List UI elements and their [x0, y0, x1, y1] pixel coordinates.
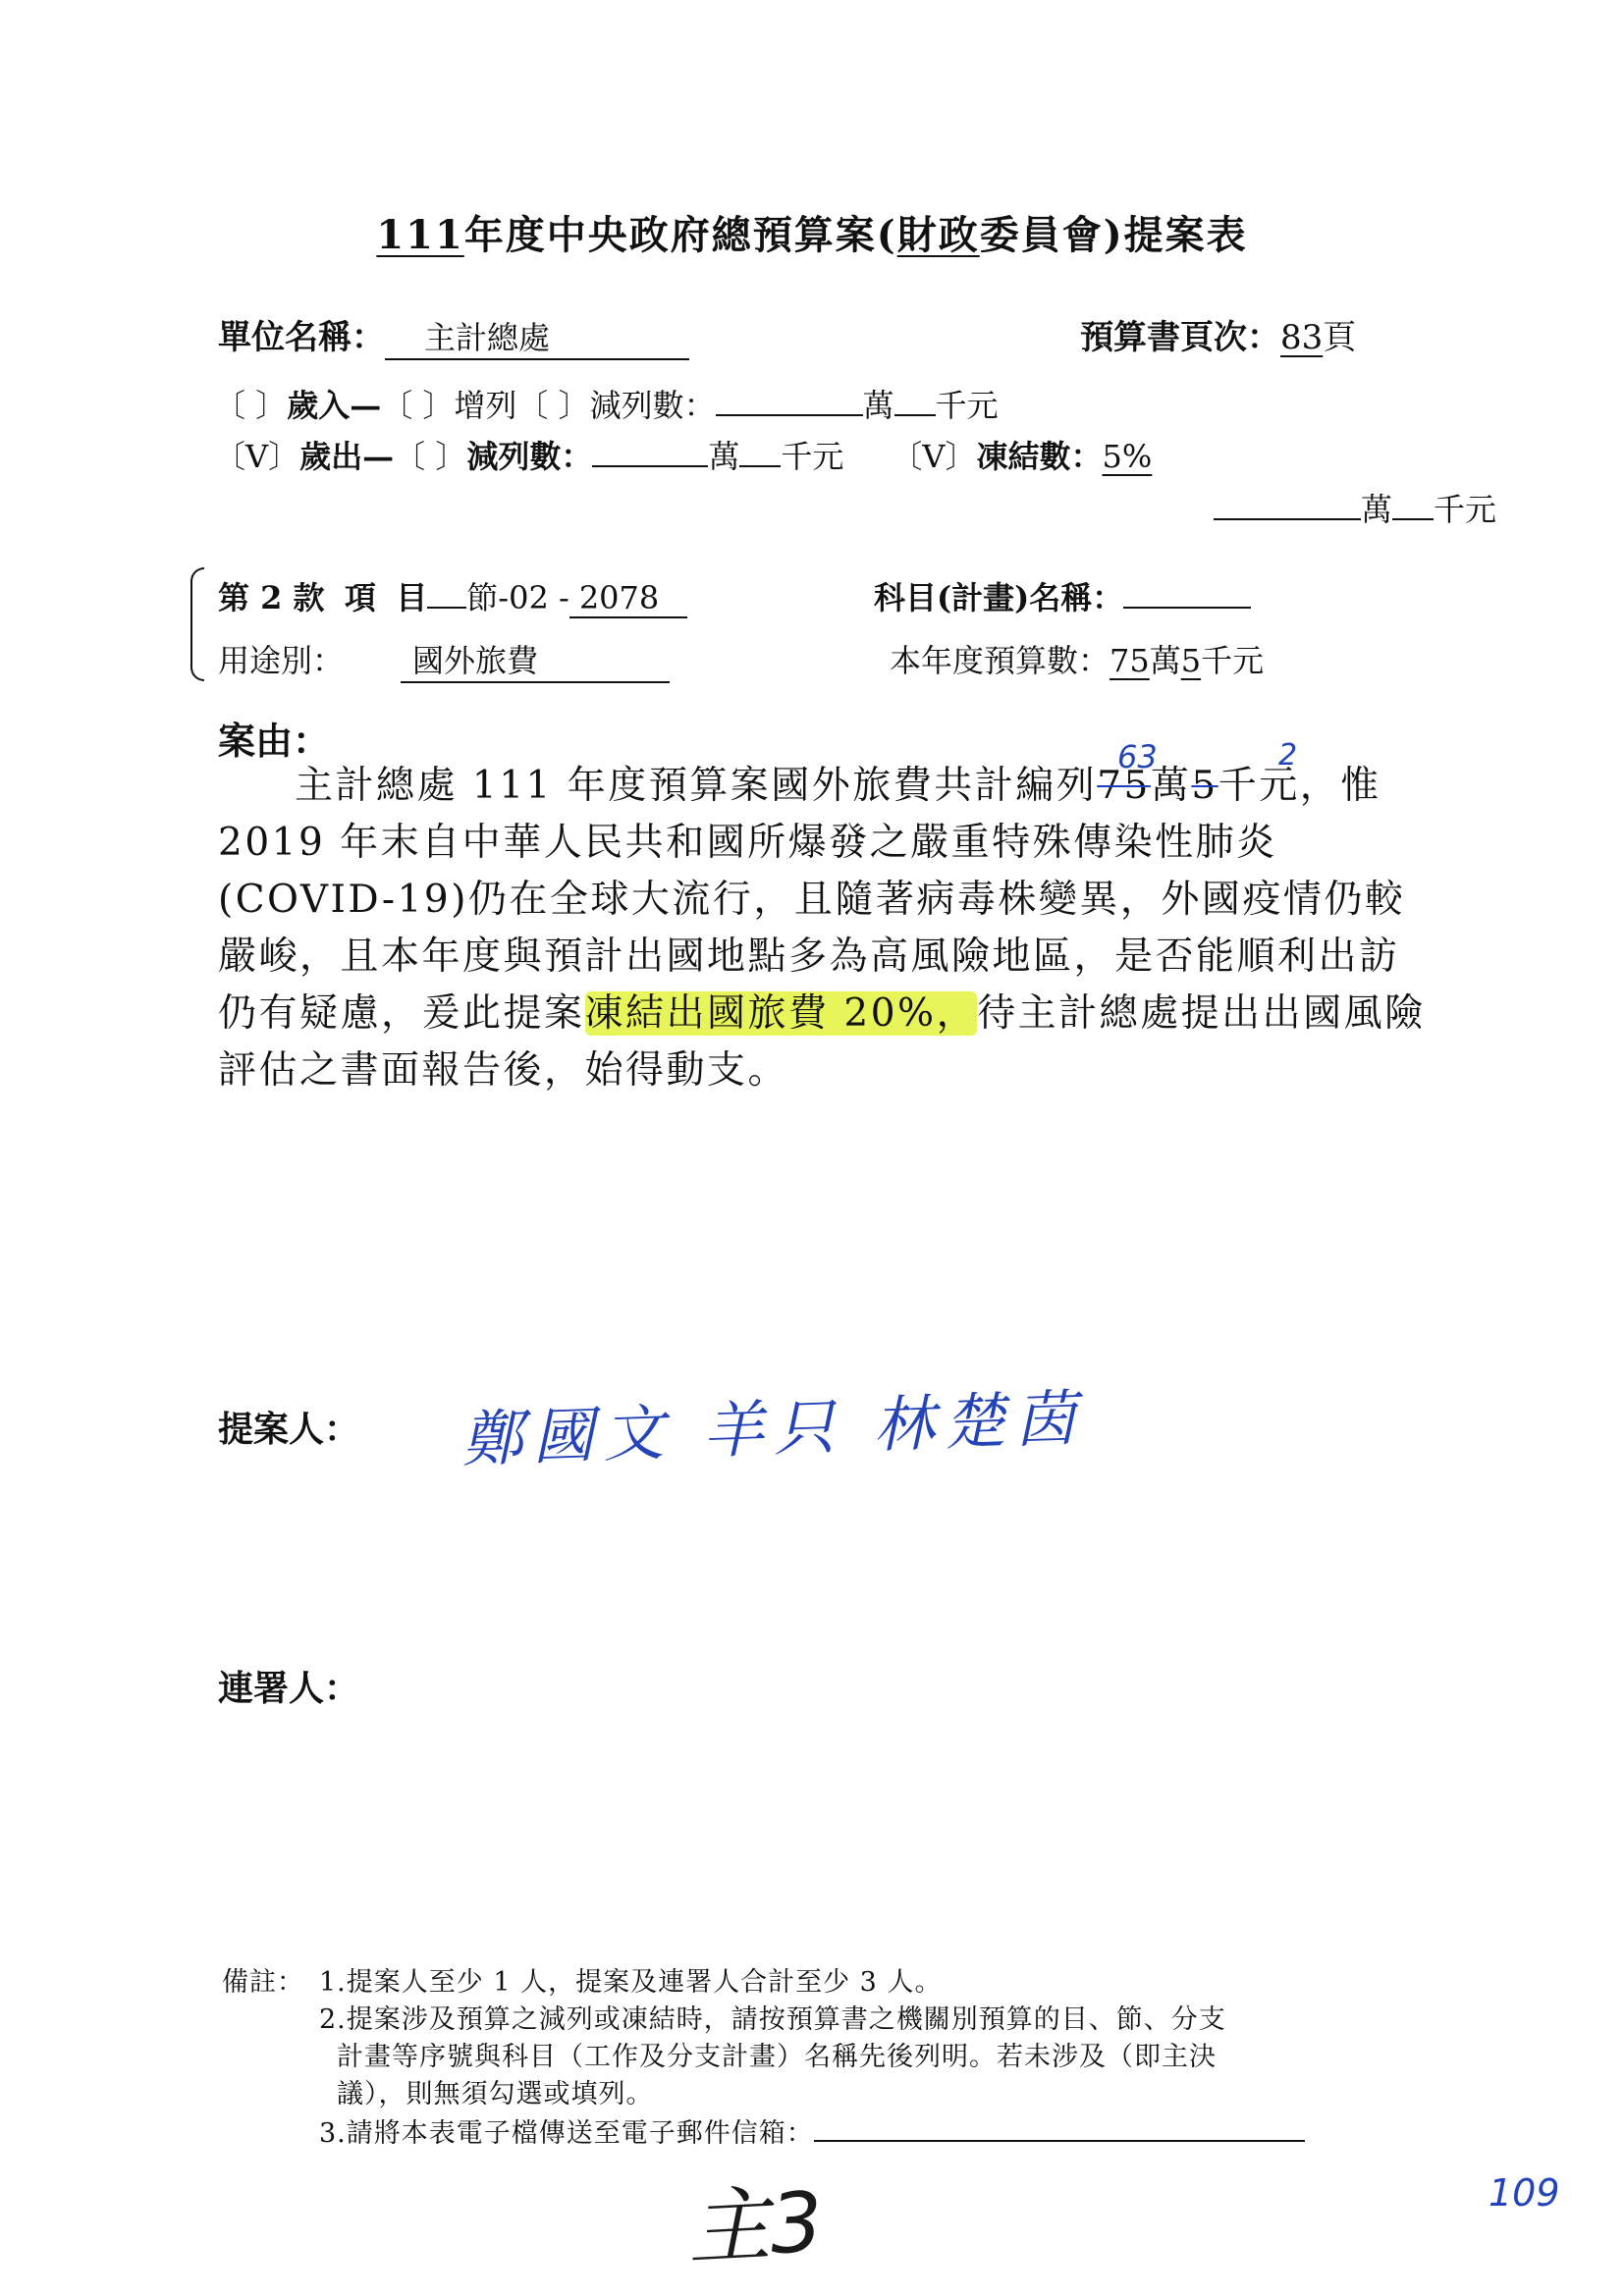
title-post: 委員會)提案表 [979, 212, 1248, 258]
budget-field [890, 636, 1264, 681]
handwritten-mark: 主3 [684, 2173, 826, 2277]
freeze-checkbox[interactable]: 〔V〕 [891, 438, 977, 475]
reason-body [218, 758, 1426, 1099]
freeze-qian-unit: 千元 [1434, 491, 1497, 528]
note-3-text: 3.請將本表電子檔傳送至電子郵件信箱： [319, 2118, 814, 2149]
note-2-line-1: 2.提案涉及預算之減列或凍結時，請按預算書之機關別預算的目、節、分支 [319, 2004, 1226, 2035]
subject-label: 科目(計畫)名稱： [874, 579, 1124, 616]
kuan-label: 第 2 款 [218, 579, 325, 616]
freeze-wan-unit: 萬 [1361, 491, 1393, 528]
title-committee: 財政 [896, 212, 980, 258]
xiang-label: 項 [344, 579, 376, 616]
unit-value: 主計總處 [385, 313, 689, 360]
freeze-wan-blank[interactable] [1214, 518, 1361, 520]
note-2-line-2: 計畫等序號與科目（工作及分支計畫）名稱先後列明。若未涉及（即主決 [337, 2042, 1217, 2072]
page-ref-suffix: 頁 [1323, 318, 1357, 357]
revenue-label: 歲入— [287, 387, 382, 424]
revenue-add-option[interactable]: 〔 〕增列 [381, 387, 517, 424]
form-title [0, 204, 1624, 260]
reason-heading: 案由： [218, 719, 331, 763]
reason-p1-end: 千元， [1218, 764, 1341, 808]
reason-struck-wan: 75 [1097, 764, 1151, 808]
budget-wan-value: 75 [1110, 642, 1150, 679]
revenue-checkbox[interactable]: 〔 〕 [214, 387, 288, 424]
budget-label: 本年度預算數： [890, 642, 1110, 679]
expense-wan-unit: 萬 [708, 438, 740, 475]
revenue-qian-unit: 千元 [935, 387, 999, 424]
page-ref-field [1080, 310, 1356, 358]
expense-qian-unit: 千元 [781, 438, 844, 475]
revenue-cut-option[interactable]: 〔 〕減列數： [516, 387, 716, 424]
reason-wan: 萬 [1150, 764, 1192, 808]
unit-field [218, 310, 689, 360]
title-year: 111 [376, 212, 464, 258]
mu-blank[interactable] [427, 607, 466, 609]
freeze-label: 凍結數： [976, 438, 1103, 475]
usage-row [218, 636, 670, 683]
item-row [218, 573, 687, 618]
usage-value: 國外旅費 [401, 636, 670, 683]
freeze-value: 5% [1102, 438, 1153, 475]
revenue-wan-unit: 萬 [862, 387, 894, 424]
page-ref-value: 83 [1280, 318, 1324, 357]
reason-p2: 惟 2019 年末自中華人民共和國所爆發之嚴重特殊傳染性肺炎 (COVID-19)仍在全球大流行，且隨著病毒株變異，外國疫情仍較嚴峻，且本年度與預計出國地點多為高風險地區，是否能順利出訪仍有疑慮，爰此提案 [218, 764, 1406, 1036]
reason-struck-qian: 5 [1191, 764, 1218, 808]
expense-checkbox[interactable]: 〔V〕 [214, 438, 300, 475]
revenue-row [214, 381, 999, 426]
reason-p1: 主計總處 111 年度預算案國外旅費共計編列 [295, 764, 1098, 808]
note-3 [319, 2116, 1305, 2152]
expense-wan-blank[interactable] [592, 465, 708, 467]
item-bracket [190, 567, 204, 681]
reason-p3: 待主計總處提出出國風險評估之書面報告後，始得動支。 [218, 991, 1426, 1093]
reason-highlight: 凍結出國旅費 20%， [584, 991, 978, 1036]
item-code: 2078 [569, 579, 687, 618]
title-pre: 年度中央政府總預算案( [463, 212, 897, 258]
expense-row [214, 432, 1152, 477]
expense-qian-blank[interactable] [739, 465, 781, 467]
budget-qian-unit: 千元 [1201, 642, 1265, 679]
jie-label: 節-02 - [466, 579, 569, 616]
expense-label: 歲出— [299, 438, 395, 475]
correction-wan: 63 [1117, 738, 1158, 775]
expense-cut-checkbox[interactable]: 〔 〕 [394, 438, 467, 475]
usage-label: 用途別： [218, 642, 345, 679]
email-blank[interactable] [814, 2140, 1305, 2142]
subject-blank[interactable] [1123, 607, 1251, 609]
budget-wan-unit: 萬 [1149, 642, 1181, 679]
proposer-signatures: 鄭國文 羊只 林楚茵 [460, 1381, 1087, 1476]
notes-label: 備註： [222, 1967, 304, 1998]
handwritten-page-number: 109 [1489, 2171, 1560, 2215]
revenue-wan-blank[interactable] [716, 414, 863, 416]
mu-label: 目 [396, 579, 428, 616]
proposer-label: 提案人： [218, 1409, 360, 1450]
page-ref-label: 預算書頁次： [1080, 318, 1280, 357]
subject-field [874, 573, 1251, 618]
freeze-amount [1214, 485, 1496, 530]
note-2-line-3: 議），則無須勾選或填列。 [337, 2079, 654, 2109]
freeze-qian-blank[interactable] [1392, 518, 1434, 520]
budget-qian-value: 5 [1180, 642, 1202, 679]
revenue-qian-blank[interactable] [894, 414, 936, 416]
cosigner-label: 連署人： [218, 1668, 360, 1709]
expense-cut-label: 減列數： [466, 438, 593, 475]
correction-qian: 2 [1278, 738, 1298, 773]
note-1: 1.提案人至少 1 人，提案及連署人合計至少 3 人。 [319, 1967, 943, 1998]
unit-label: 單位名稱： [218, 318, 385, 357]
